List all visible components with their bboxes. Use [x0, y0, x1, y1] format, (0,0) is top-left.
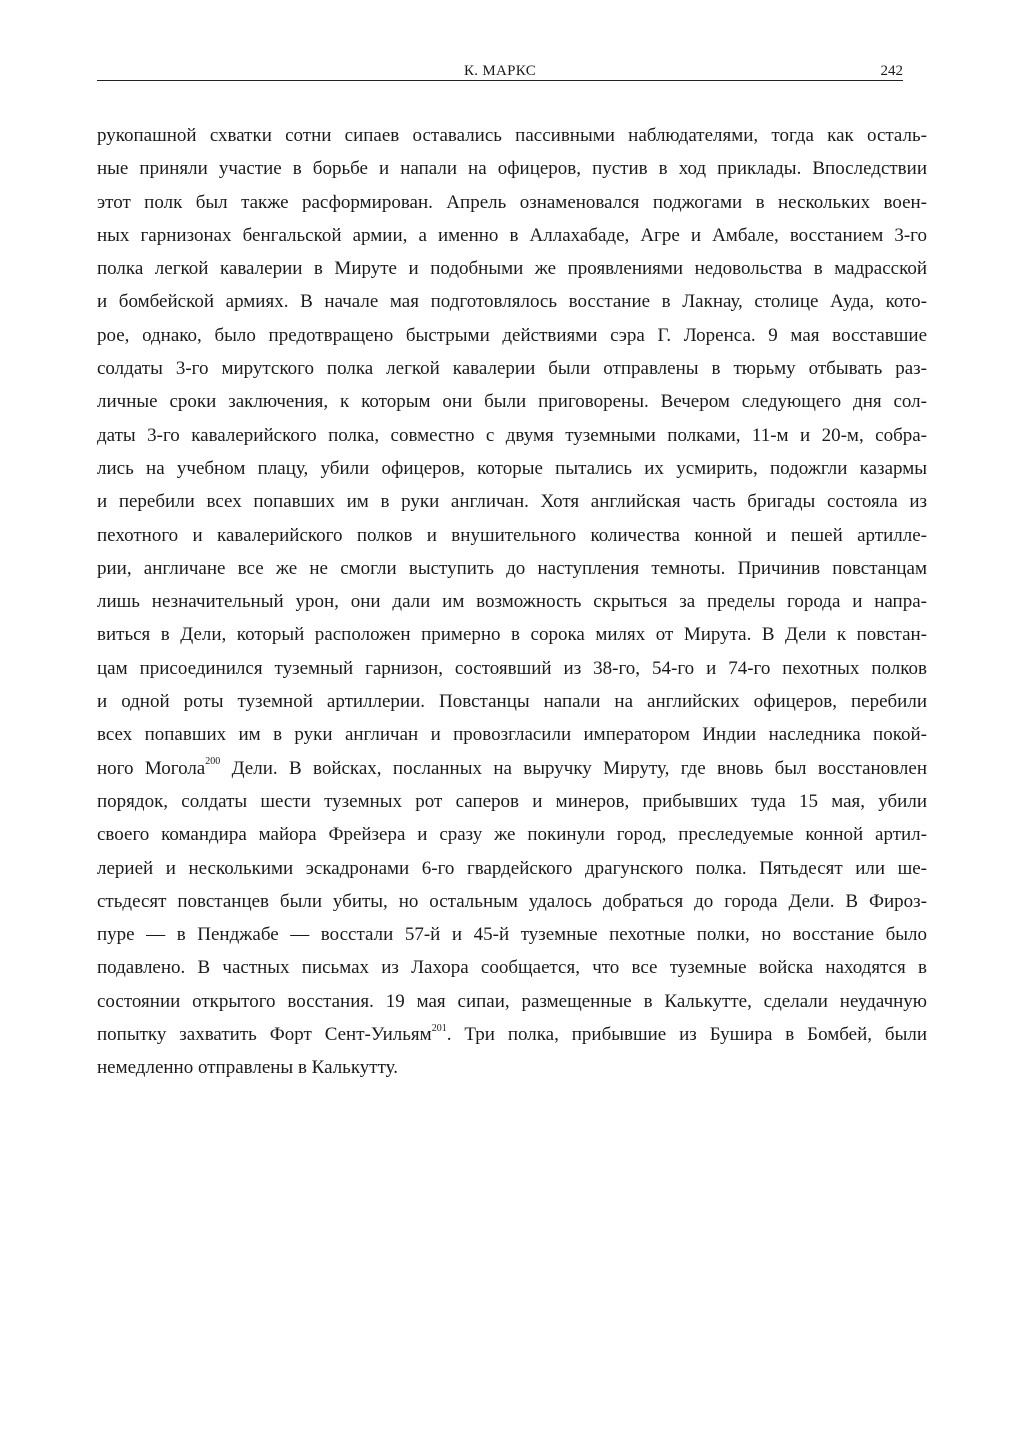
- text-line: цам присоединился туземный гарнизон, состоявший из 38-го, 54-го и 74-го пехотных полков: [97, 657, 927, 679]
- text-fragment: Дели. В войсках, посланных на выручку Мируту, где вновь был восстановлен: [220, 757, 927, 779]
- header-author: К. МАРКС: [463, 63, 537, 79]
- text-line: состоянии открытого восстания. 19 мая сипаи, размещенные в Калькутте, сделали неудачную: [97, 990, 927, 1012]
- text-fragment: . Три полка, прибывшие из Бушира в Бомбей, были: [446, 1024, 927, 1046]
- text-line: солдаты 3-го мирутского полка легкой кавалерии были отправлены в тюрьму отбывать раз-: [97, 358, 927, 380]
- text-line: лерией и несколькими эскадронами 6-го гвардейского драгунского полка. Пятьдесят или ше-: [97, 857, 927, 879]
- footnote-ref-201[interactable]: 201: [431, 1022, 447, 1034]
- footnote-ref-200[interactable]: 200: [205, 756, 221, 768]
- text-line: ных гарнизонах бенгальской армии, а именно в Аллахабаде, Агре и Амбале, восстанием 3-го: [97, 224, 927, 246]
- text-line: и одной роты туземной артиллерии. Повстанцы напали на английских офицеров, перебили: [97, 691, 927, 713]
- text-line: своего командира майора Фрейзера и сразу же покинули город, преследуемые конной артил-: [97, 824, 927, 846]
- text-line: стьдесят повстанцев были убиты, но остальным удалось добраться до города Дели. В Фироз-: [97, 890, 927, 912]
- text-line: рое, однако, было предотвращено быстрыми действиями сэра Г. Лоренса. 9 мая восставшие: [97, 324, 927, 346]
- text-line: полка легкой кавалерии в Мируте и подобными же проявлениями недовольства в мадрасской: [97, 258, 927, 280]
- text-line: всех попавших им в руки англичан и провозгласили императором Индии наследника покой-: [97, 724, 927, 746]
- text-line: лись на учебном плацу, убили офицеров, которые пытались их усмирить, подожгли казармы: [97, 457, 927, 479]
- text-line: лишь незначительный урон, они дали им возможность скрыться за пределы города и напра-: [97, 591, 927, 613]
- text-fragment: попытку захватить Форт Сент-Уильям: [97, 1024, 432, 1046]
- text-line: рии, англичане все же не смогли выступить до наступления темноты. Причинив повстанцам: [97, 557, 927, 579]
- running-header: [97, 62, 903, 81]
- text-line-last: немедленно отправлены в Калькутту.: [97, 1057, 399, 1079]
- page-number: 242: [880, 63, 903, 79]
- text-line: ные приняли участие в борьбе и напали на офицеров, пустив в ход приклады. Впоследствии: [97, 158, 927, 180]
- text-line: пуре — в Пенджабе — восстали 57-й и 45-й туземные пехотные полки, но восстание было: [97, 924, 927, 946]
- text-line: и перебили всех попавших им в руки англичан. Хотя английская часть бригады состояла из: [97, 491, 927, 513]
- body-paragraph: [97, 119, 927, 1085]
- text-line-with-footnote: [97, 1018, 927, 1051]
- text-fragment: ного Могола: [97, 757, 206, 779]
- text-line: пехотного и кавалерийского полков и внушительного количества конной и пешей артилле-: [97, 524, 927, 546]
- text-line-with-footnote: [97, 752, 927, 785]
- text-line: даты 3-го кавалерийского полка, совместно с двумя туземными полками, 11-м и 20-м, собра-: [97, 424, 927, 446]
- text-line: подавлено. В частных письмах из Лахора сообщается, что все туземные войска находятся в: [97, 957, 927, 979]
- text-line: этот полк был также расформирован. Апрель ознаменовался поджогами в нескольких воен-: [97, 191, 927, 213]
- text-line: и бомбейской армиях. В начале мая подготовлялось восстание в Лакнау, столице Ауда, кото-: [97, 291, 927, 313]
- text-line: рукопашной схватки сотни сипаев оставались пассивными наблюдателями, тогда как осталь-: [97, 125, 927, 146]
- text-line: виться в Дели, который расположен примерно в сорока милях от Мирута. В Дели к повстан-: [97, 624, 927, 646]
- text-line: порядок, солдаты шести туземных рот саперов и минеров, прибывших туда 15 мая, убили: [97, 790, 927, 812]
- text-line: личные сроки заключения, к которым они были приговорены. Вечером следующего дня сол-: [97, 391, 927, 413]
